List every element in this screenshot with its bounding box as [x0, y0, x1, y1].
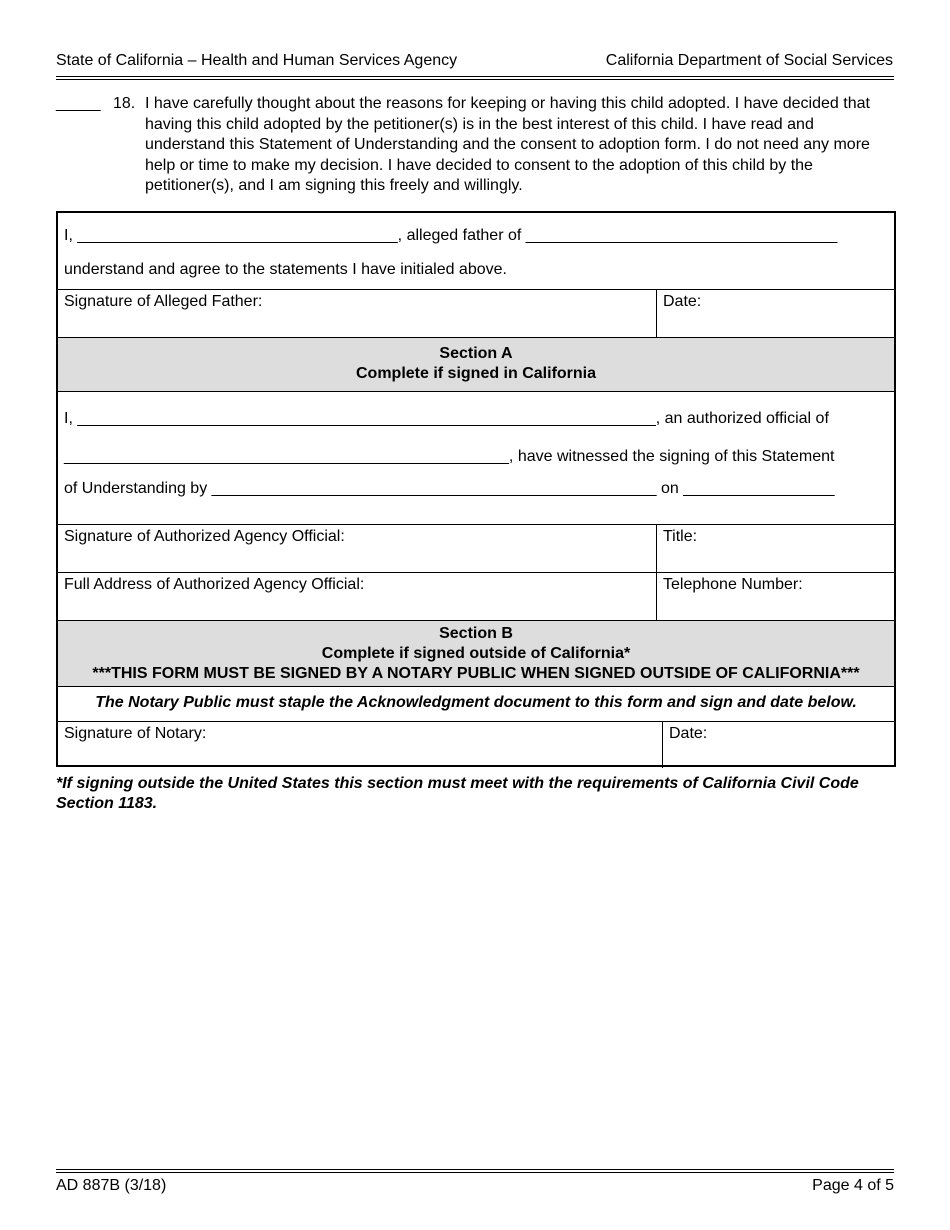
signed-by-line[interactable]: of Understanding by __________________________________________________ on _________________ [64, 480, 835, 497]
section-a-statement [58, 391, 894, 524]
official-row-divider [656, 525, 657, 572]
section-b-subtitle: Complete if signed outside of California* [321, 645, 631, 662]
page-header [56, 52, 893, 70]
official-signature-field[interactable]: Signature of Authorized Agency Official: [64, 528, 345, 545]
father-signature-field[interactable]: Signature of Alleged Father: [64, 293, 263, 310]
agency-name-line[interactable]: __________________________________________________, have witnessed the signing of this Statement [64, 448, 835, 465]
section-a-header [58, 337, 894, 391]
notary-instruction: The Notary Public must staple the Acknowledgment document to this form and sign and date below. [95, 694, 857, 711]
notary-signature-row [58, 721, 894, 767]
item-text: I have carefully thought about the reasons for keeping or having this child adopted. I have decided that having this child adopted by the petitioner(s) is in the best interest of this child. I have read and understand this Statement of Understanding and the consent to adoption form. I do not need any more help or time to make my decision. I have decided to consent to the adoption of this child by the petitioner(s), and I am signing this freely and willingly. [145, 95, 870, 194]
item-number: 18. [113, 95, 136, 112]
form-id: AD 887B (3/18) [56, 1177, 167, 1194]
notary-warning: ***THIS FORM MUST BE SIGNED BY A NOTARY PUBLIC WHEN SIGNED OUTSIDE OF CALIFORNIA*** [92, 665, 860, 682]
page-footer [56, 1177, 894, 1195]
initial-blank[interactable]: _____ [56, 95, 101, 112]
official-signature-row [58, 524, 894, 572]
address-row-divider [656, 573, 657, 620]
father-name-line[interactable]: I, ____________________________________, alleged father of ___________________________________ [64, 227, 838, 244]
official-address-field[interactable]: Full Address of Authorized Agency Official: [64, 576, 365, 593]
notary-instruction-row [58, 686, 894, 721]
father-agree-text: understand and agree to the statements I have initialed above. [64, 261, 507, 278]
footer-rule-bottom [56, 1172, 894, 1173]
signature-form-box [56, 211, 896, 767]
department-name: California Department of Social Services [605, 52, 893, 69]
father-statement [58, 213, 894, 289]
official-address-row [58, 572, 894, 620]
notary-signature-field[interactable]: Signature of Notary: [64, 725, 207, 742]
section-b-title: Section B [439, 625, 513, 642]
section-a-title: Section A [439, 345, 513, 362]
section-b-header [58, 620, 894, 686]
father-date-field[interactable]: Date: [663, 293, 702, 310]
header-rule-bottom [56, 79, 894, 80]
notary-date-field[interactable]: Date: [669, 725, 708, 742]
father-signature-row [58, 289, 894, 337]
footer-rule-top [56, 1169, 894, 1170]
agency-name: State of California – Health and Human Services Agency [56, 52, 458, 69]
header-rule-top [56, 76, 894, 77]
official-name-line[interactable]: I, _________________________________________________________________, an authorized official of [64, 410, 829, 427]
footnote: *If signing outside the United States this section must meet with the requirements of California Civil Code Section 1183. [56, 775, 859, 812]
official-phone-field[interactable]: Telephone Number: [663, 576, 803, 593]
section-a-subtitle: Complete if signed in California [355, 365, 597, 382]
page-number: Page 4 of 5 [812, 1177, 894, 1194]
official-title-field[interactable]: Title: [663, 528, 698, 545]
notary-row-divider [662, 722, 663, 768]
father-row-divider [656, 290, 657, 337]
